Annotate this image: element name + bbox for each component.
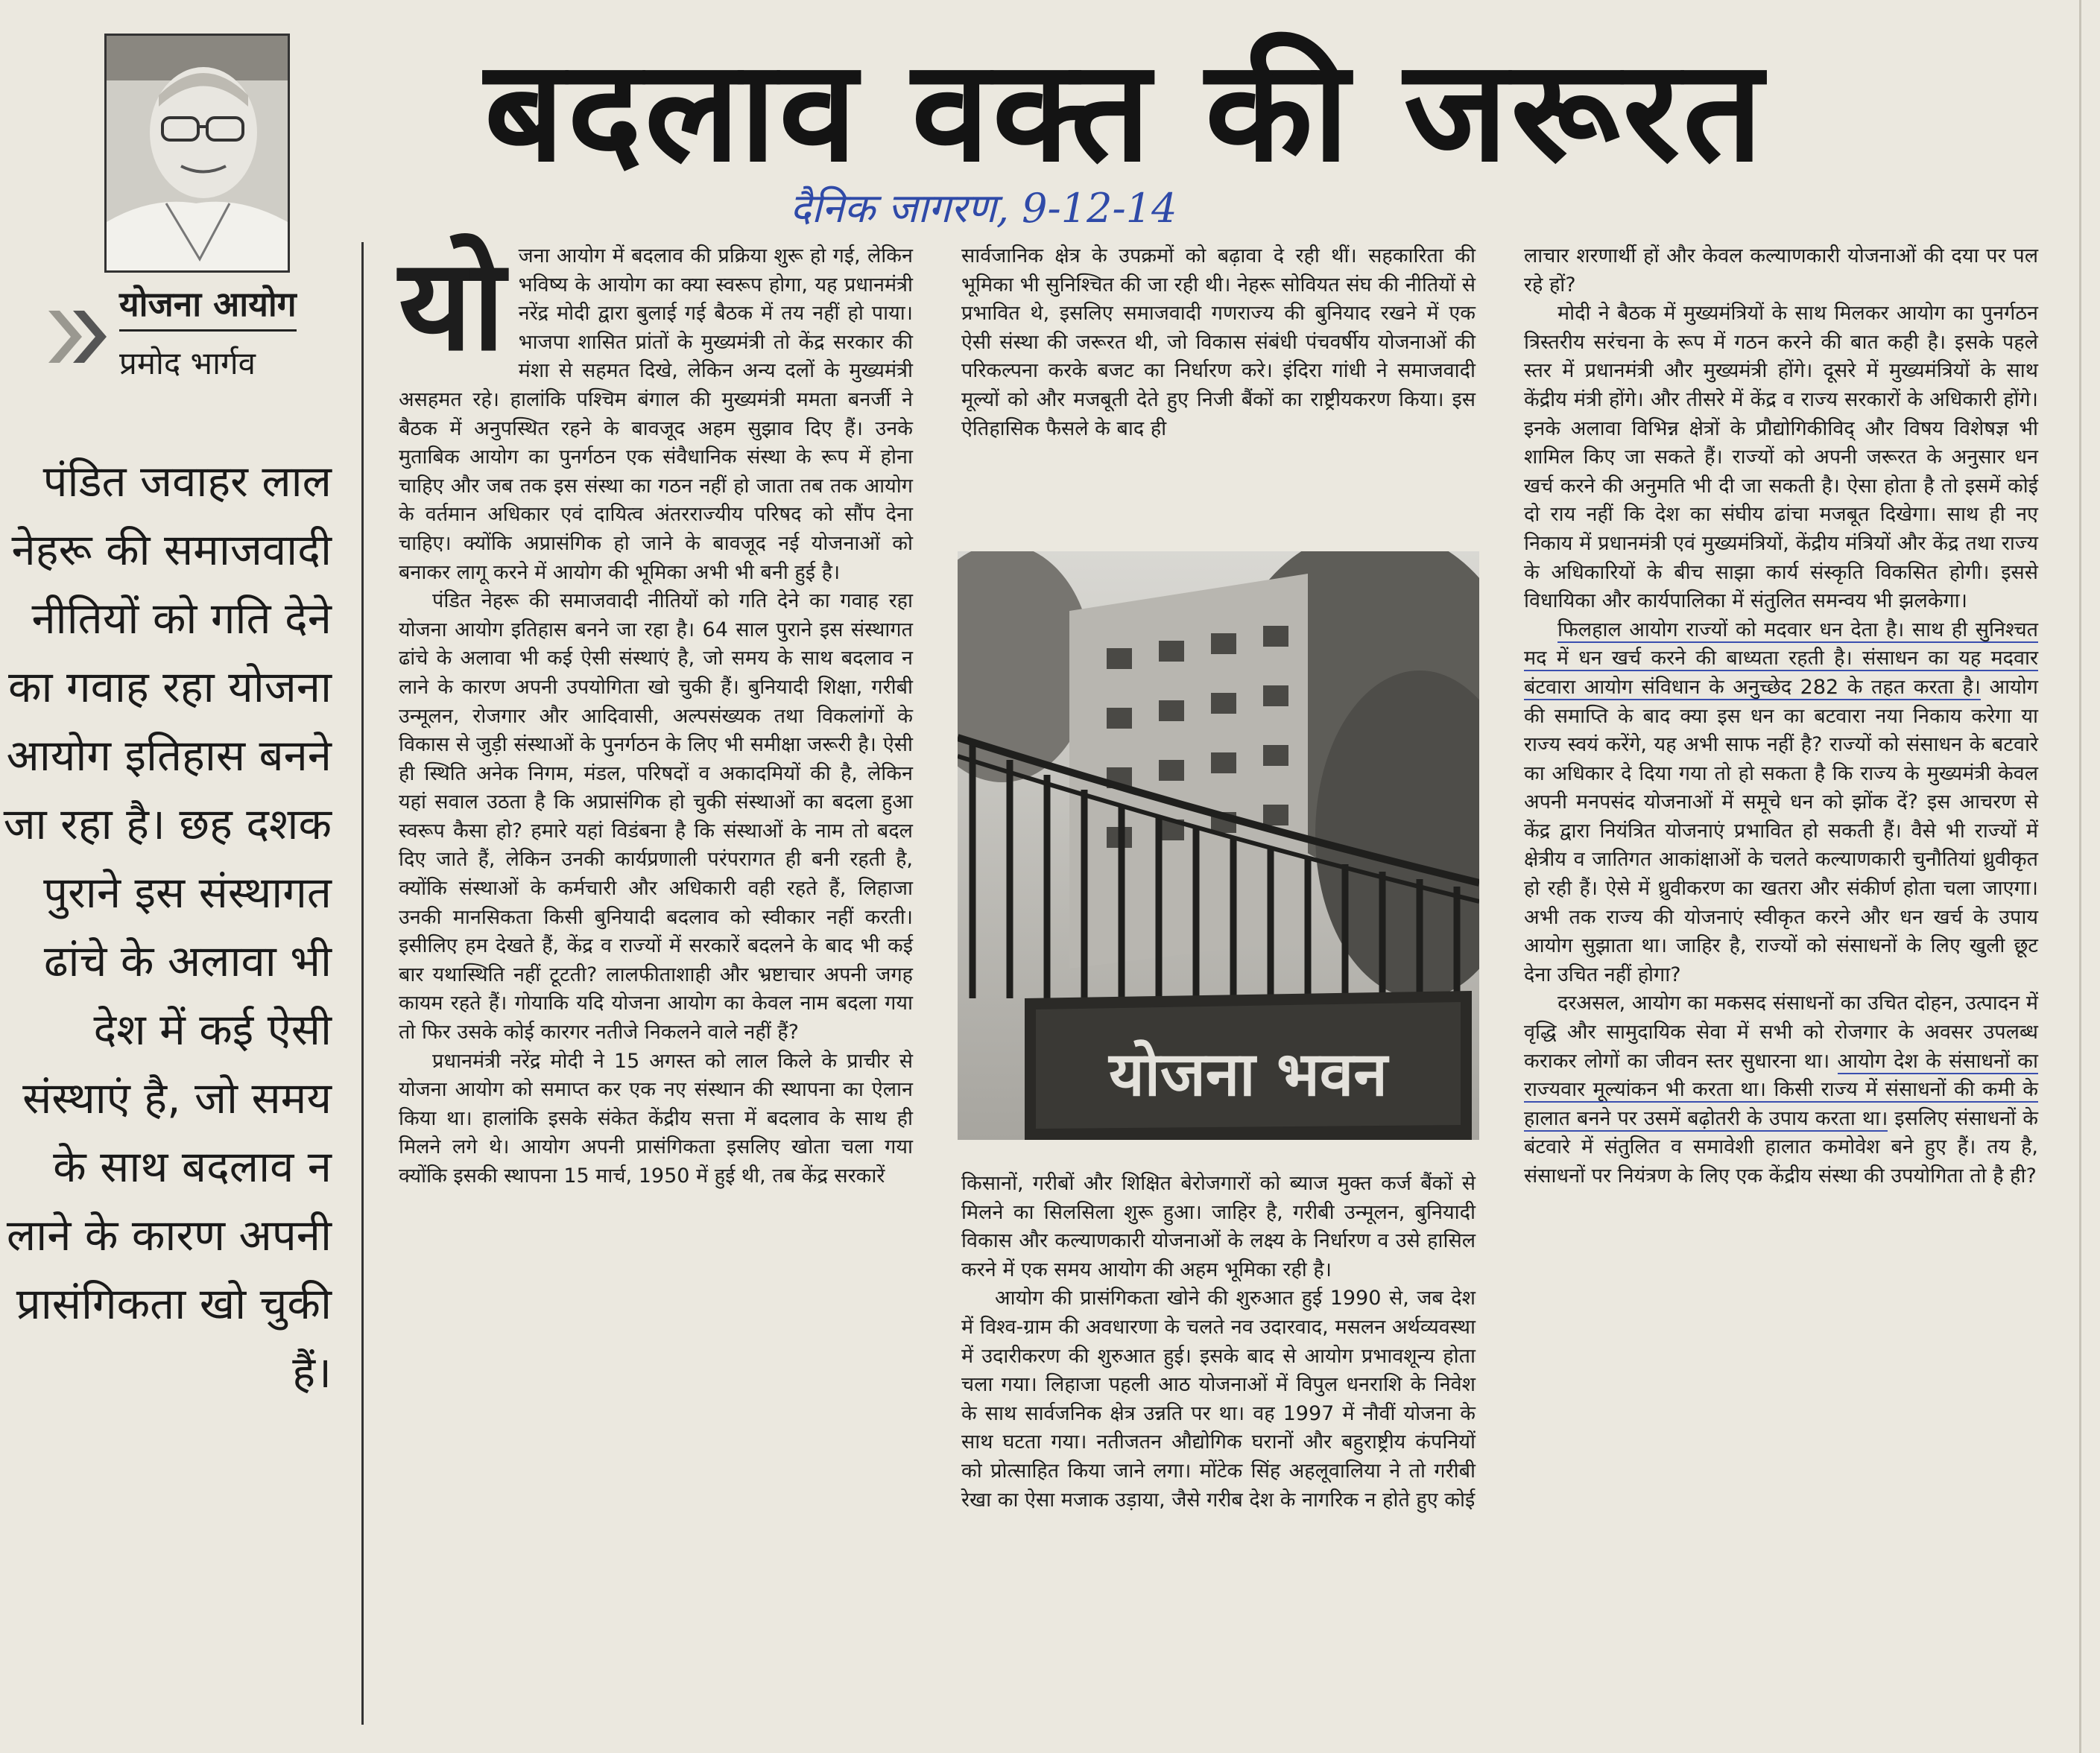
paragraph-text: आयोग की समाप्ति के बाद क्या इस धन का बटवारा नया निकाय करेगा या राज्य स्वयं करेंगे, यह अभी साफ नहीं है? राज्यों को संसाधन के बटवारे का अधिकार दे दिया गया तो हो सकता है कि राज्य के मुख्यमंत्री केवल अपनी मनपसंद योजनाओं में समूचे धन को झोंक दें? इस आचरण से केंद्र द्वारा नियंत्रित योजनाएं प्रभावित हो सकती हैं। वैसे भी राज्यों में क्षेत्रीय व जातिगत आकांक्षाओं के चलते कल्याणकारी चुनौतियां ध्रुवीकृत हो रही हैं। ऐसे में ध्रुवीकरण का खतरा और संकीर्ण होता चला जाएगा। अभी तक राज्य की योजनाएं स्वीकृत करने और धन खर्च के उपाय आयोग सुझाता था। जाहिर है, राज्यों को संसाधनों के लिए खुली छूट देना उचित नहीं होगा? (1524, 675, 2039, 986)
paragraph: प्रधानमंत्री नरेंद्र मोदी ने 15 अगस्त को लाल किले के प्राचीर से योजना आयोग को समाप्त कर एक नए संस्थान की स्थापना का ऐलान किया था। हालांकि इसके संकेत केंद्रीय सत्ता में बदलाव के साथ ही मिलने लगे थे। आयोग अपनी प्रासंगिकता इसलिए खोता चला गया क्योंकि इसकी स्थापना 15 मार्च, 1950 में हुई थी, तब केंद्र सरकारें (399, 1049, 913, 1188)
paragraph: पंडित नेहरू की समाजवादी नीतियों को गति देने का गवाह रहा योजना आयोग इतिहास बनने जा रहा है। 64 साल पुराने इस संस्थागत ढांचे के अलावा भी कई ऐसी संस्थाएं है, जो समय के साथ बदलाव न लाने के कारण अपनी उपयोगिता खो चुकी हैं। बुनियादी शिक्षा, गरीबी उन्मूलन, रोजगार और आदिवासी, अल्पसंख्यक तथा विकलांगों के विकास से जुड़ी संस्थाओं के पुनर्गठन के लिए भी समीक्षा जरूरी है। ऐसी ही स्थिति अनेक निगम, मंडल, परिषदों व अकादमियों की है, लेकिन यहां सवाल उठता है कि अप्रासंगिक हो चुकी संस्थाओं का बदला हुआ स्वरूप कैसा हो? हमारे यहां विडंबना है कि संस्थाओं के नाम तो बदल दिए जाते हैं, लेकिन उनकी कार्यप्रणाली परंपरागत ही बनी रहती है, क्योंकि संस्थाओं के कर्मचारी और अधिकारी वही रहते हैं, लिहाजा उनकी मानसिकता किसी बुनियादी बदलाव को स्वीकार नहीं करती। इसीलिए हम देखते हैं, केंद्र व राज्यों में सरकारें बदलने के बाद भी कई बार यथास्थिति नहीं टूटती? लालफीताशाही और भ्रष्टाचार अपनी जगह कायम रहते हैं। गोयाकि यदि योजना आयोग का केवल नाम बदला गया तो फिर उसके कोई कारगर नतीजे निकलने वाले नहीं हैं? (399, 589, 913, 1044)
scan-edge-line (2079, 0, 2081, 1753)
headline: बदलाव वक्त की जरूरत (484, 30, 1766, 193)
article-column-2-top (961, 242, 1476, 443)
chevron-right-icon (45, 307, 112, 367)
author-byline: प्रमोद भार्गव (119, 345, 256, 381)
author-photo (104, 34, 290, 273)
drop-cap: यो (399, 232, 505, 379)
paragraph: किसानों, गरीबों और शिक्षित बेरोजगारों को ब्याज मुक्त कर्ज बैंकों से मिलने का सिलसिला शुरू हुआ। जाहिर है, गरीबी उन्मूलन, बुनियादी विकास और कल्याणकारी योजनाओं के लक्ष्य के निर्धारण व उसे हासिल करने में एक समय आयोग की अहम भूमिका रही है। (961, 1172, 1476, 1281)
article-column-3 (1524, 242, 2038, 1191)
paragraph: सार्वजानिक क्षेत्र के उपक्रमों को बढ़ावा दे रही थीं। सहकारिता की भूमिका भी सुनिश्चित की जा रही थी। नेहरू सोवियत संघ की नीतियों से प्रभावित थे, इसलिए समाजवादी गणराज्य की बुनियाद रखने में एक ऐसी संस्था की जरूरत थी, जो विकास संबंधी पंचवर्षीय योजनाओं की परिकल्पना करके बजट का निर्धारण करे। इंदिरा गांधी ने समाजवादी मूल्यों को और मजबूती देते हुए निजी बैंकों का राष्ट्रीयकरण किया। इस ऐतिहासिक फैसले के बाद ही (961, 244, 1476, 440)
photo-sign-text: योजना भवन (1109, 1039, 1388, 1110)
paragraph: लाचार शरणार्थी हों और केवल कल्याणकारी योजनाओं की दया पर पल रहे हों? (1524, 244, 2038, 297)
article-column-1 (399, 232, 913, 1191)
author-portrait-icon (107, 36, 288, 270)
paragraph-text: दरअसल, आयोग का मकसद संसाधनों का उचित दोहन, उत्पादन में वृद्धि और सामुदायिक सेवा में सभी को रोजगार के अवसर उपलब्ध कराकर लोगों का जीवन स्तर सुधारना था। (1524, 992, 2038, 1073)
article-column-2-bottom (961, 1170, 1476, 1515)
pull-quote: पंडित जवाहर लाल नेहरू की समाजवादी नीतियों को गति देने का गवाह रहा योजना आयोग इतिहास बनने जा रहा है। छह दशक पुराने इस संस्थागत ढांचे के अलावा भी देश में कई ऐसी संस्थाएं है, जो समय के साथ बदलाव न लाने के कारण अपनी प्रासंगिकता खो चुकी हैं। (3, 456, 332, 1398)
paragraph (1524, 989, 2038, 1191)
paragraph-text: इसलिए संसाधनों के बंटवारे में संतुलित व समावेशी हालात कमोवेश बने हुए हैं। तय है, संसाधनों पर नियंत्रण के लिए एक केंद्रीय संस्था की उपयोगिता तो है ही? (1524, 1106, 2038, 1188)
handwritten-annotation: दैनिक जागरण, 9-12-14 (790, 185, 1177, 232)
section-label: योजना आयोग (119, 282, 297, 332)
paragraph: जना आयोग में बदलाव की प्रक्रिया शुरू हो गई, लेकिन भविष्य के आयोग का क्या स्वरूप होगा, यह प्रधानमंत्री नरेंद्र मोदी द्वारा बुलाई गई बैठक में तय नहीं हो पाया। भाजपा शासित प्रांतों के मुख्यमंत्री तो केंद्र सरकार की मंशा से सहमत दिखे, लेकिन अन्य दलों के मुख्यमंत्री असहमत रहे। हालांकि पश्चिम बंगाल की मुख्यमंत्री ममता बनर्जी ने बैठक में अनुपस्थित रहने के बावजूद अहम सुझाव दिए हैं। उनके मुताबिक आयोग का पुनर्गठन एक संवैधानिक संस्था के रूप में होना चाहिए और जब तक इस संस्था का गठन नहीं हो जाता तब तक आयोग के वर्तमान अधिकार एवं दायित्व अंतरराज्यीय परिषद को सौंप देना चाहिए। क्योंकि अप्रासंगिक हो जाने के बावजूद नई योजनाओं को बनाकर लागू करने में आयोग की भूमिका अभी भी बनी हुई है। (399, 244, 913, 584)
paragraph: मोदी ने बैठक में मुख्यमंत्रियों के साथ मिलकर आयोग का पुनर्गठन त्रिस्तरीय सरंचना के रूप में गठन करने की बात कही है। इसके पहले स्तर में प्रधानमंत्री और मुख्यमंत्री होंगे। दूसरे में मुख्यमंत्रियों के साथ केंद्रीय मंत्री होंगे। और तीसरे में केंद्र व राज्य सरकारों के अधिकारी होंगे। इनके अलावा विभिन्न क्षेत्रों के प्रौद्योगिकीविद् और विषय विशेषज्ञ भी शामिल किए जा सकते हैं। राज्यों को अपनी जरूरत के अनुसार धन खर्च करने की अनुमति भी दी जा सकती है। ऐसा होता है तो इसमें कोई दो राय नहीं कि देश का संघीय ढांचा मजबूत दिखेगा। साथ ही नए निकाय में प्रधानमंत्री एवं मुख्यमंत्रियों, केंद्रीय मंत्रियों और केंद्र तथा राज्य के अधिकारियों के बीच साझा कार्य संस्कृति विकसित होगी। इससे विधायिका और कार्यपालिका में संतुलित समन्वय भी झलकेगा। (1524, 302, 2038, 613)
paragraph: आयोग की प्रासंगिकता खोने की शुरुआत हुई 1990 से, जब देश में विश्व-ग्राम की अवधारणा के चलते नव उदारवाद, मसलन अर्थव्यवस्था में उदारीकरण की शुरुआत हुई। इसके बाद से आयोग प्रभावशून्य होता चला गया। लिहाजा पहली आठ योजनाओं में विपुल धनराशि के निवेश के साथ सार्वजनिक क्षेत्र उन्नति पर था। वह 1997 में नौवीं योजना के साथ घटता गया। नतीजतन औद्योगिक घरानों और बहुराष्ट्रीय कंपनियों को प्रोत्साहित किया जाने लगा। मोंटेक सिंह अहलूवालिया ने तो गरीबी रेखा का ऐसा मजाक उड़ाया, जैसे गरीब देश के नागरिक न होते हुए कोई (961, 1287, 1476, 1512)
underlined-text: फिलहाल आयोग राज्यों को मदवार धन देता है। साथ ही सुनिश्चत मद में धन खर्च करने की बाध्यता रहती है। संसाधन का यह मदवार बंटवारा आयोग संविधान के अनुच्छेद 282 के तहत करता है। (1524, 618, 2038, 699)
yojana-bhavan-photo (958, 551, 1479, 1140)
column-divider (361, 242, 364, 1725)
building-photo-icon (958, 551, 1479, 1140)
paragraph (1524, 616, 2038, 990)
underlined-text: आयोग देश के संसाधनों का राज्यवार मूल्यांकन भी करता था। किसी राज्य में संसाधनों की कमी के हालात बनने पर उसमें बढ़ोतरी के उपाय करता था। (1524, 1049, 2038, 1130)
